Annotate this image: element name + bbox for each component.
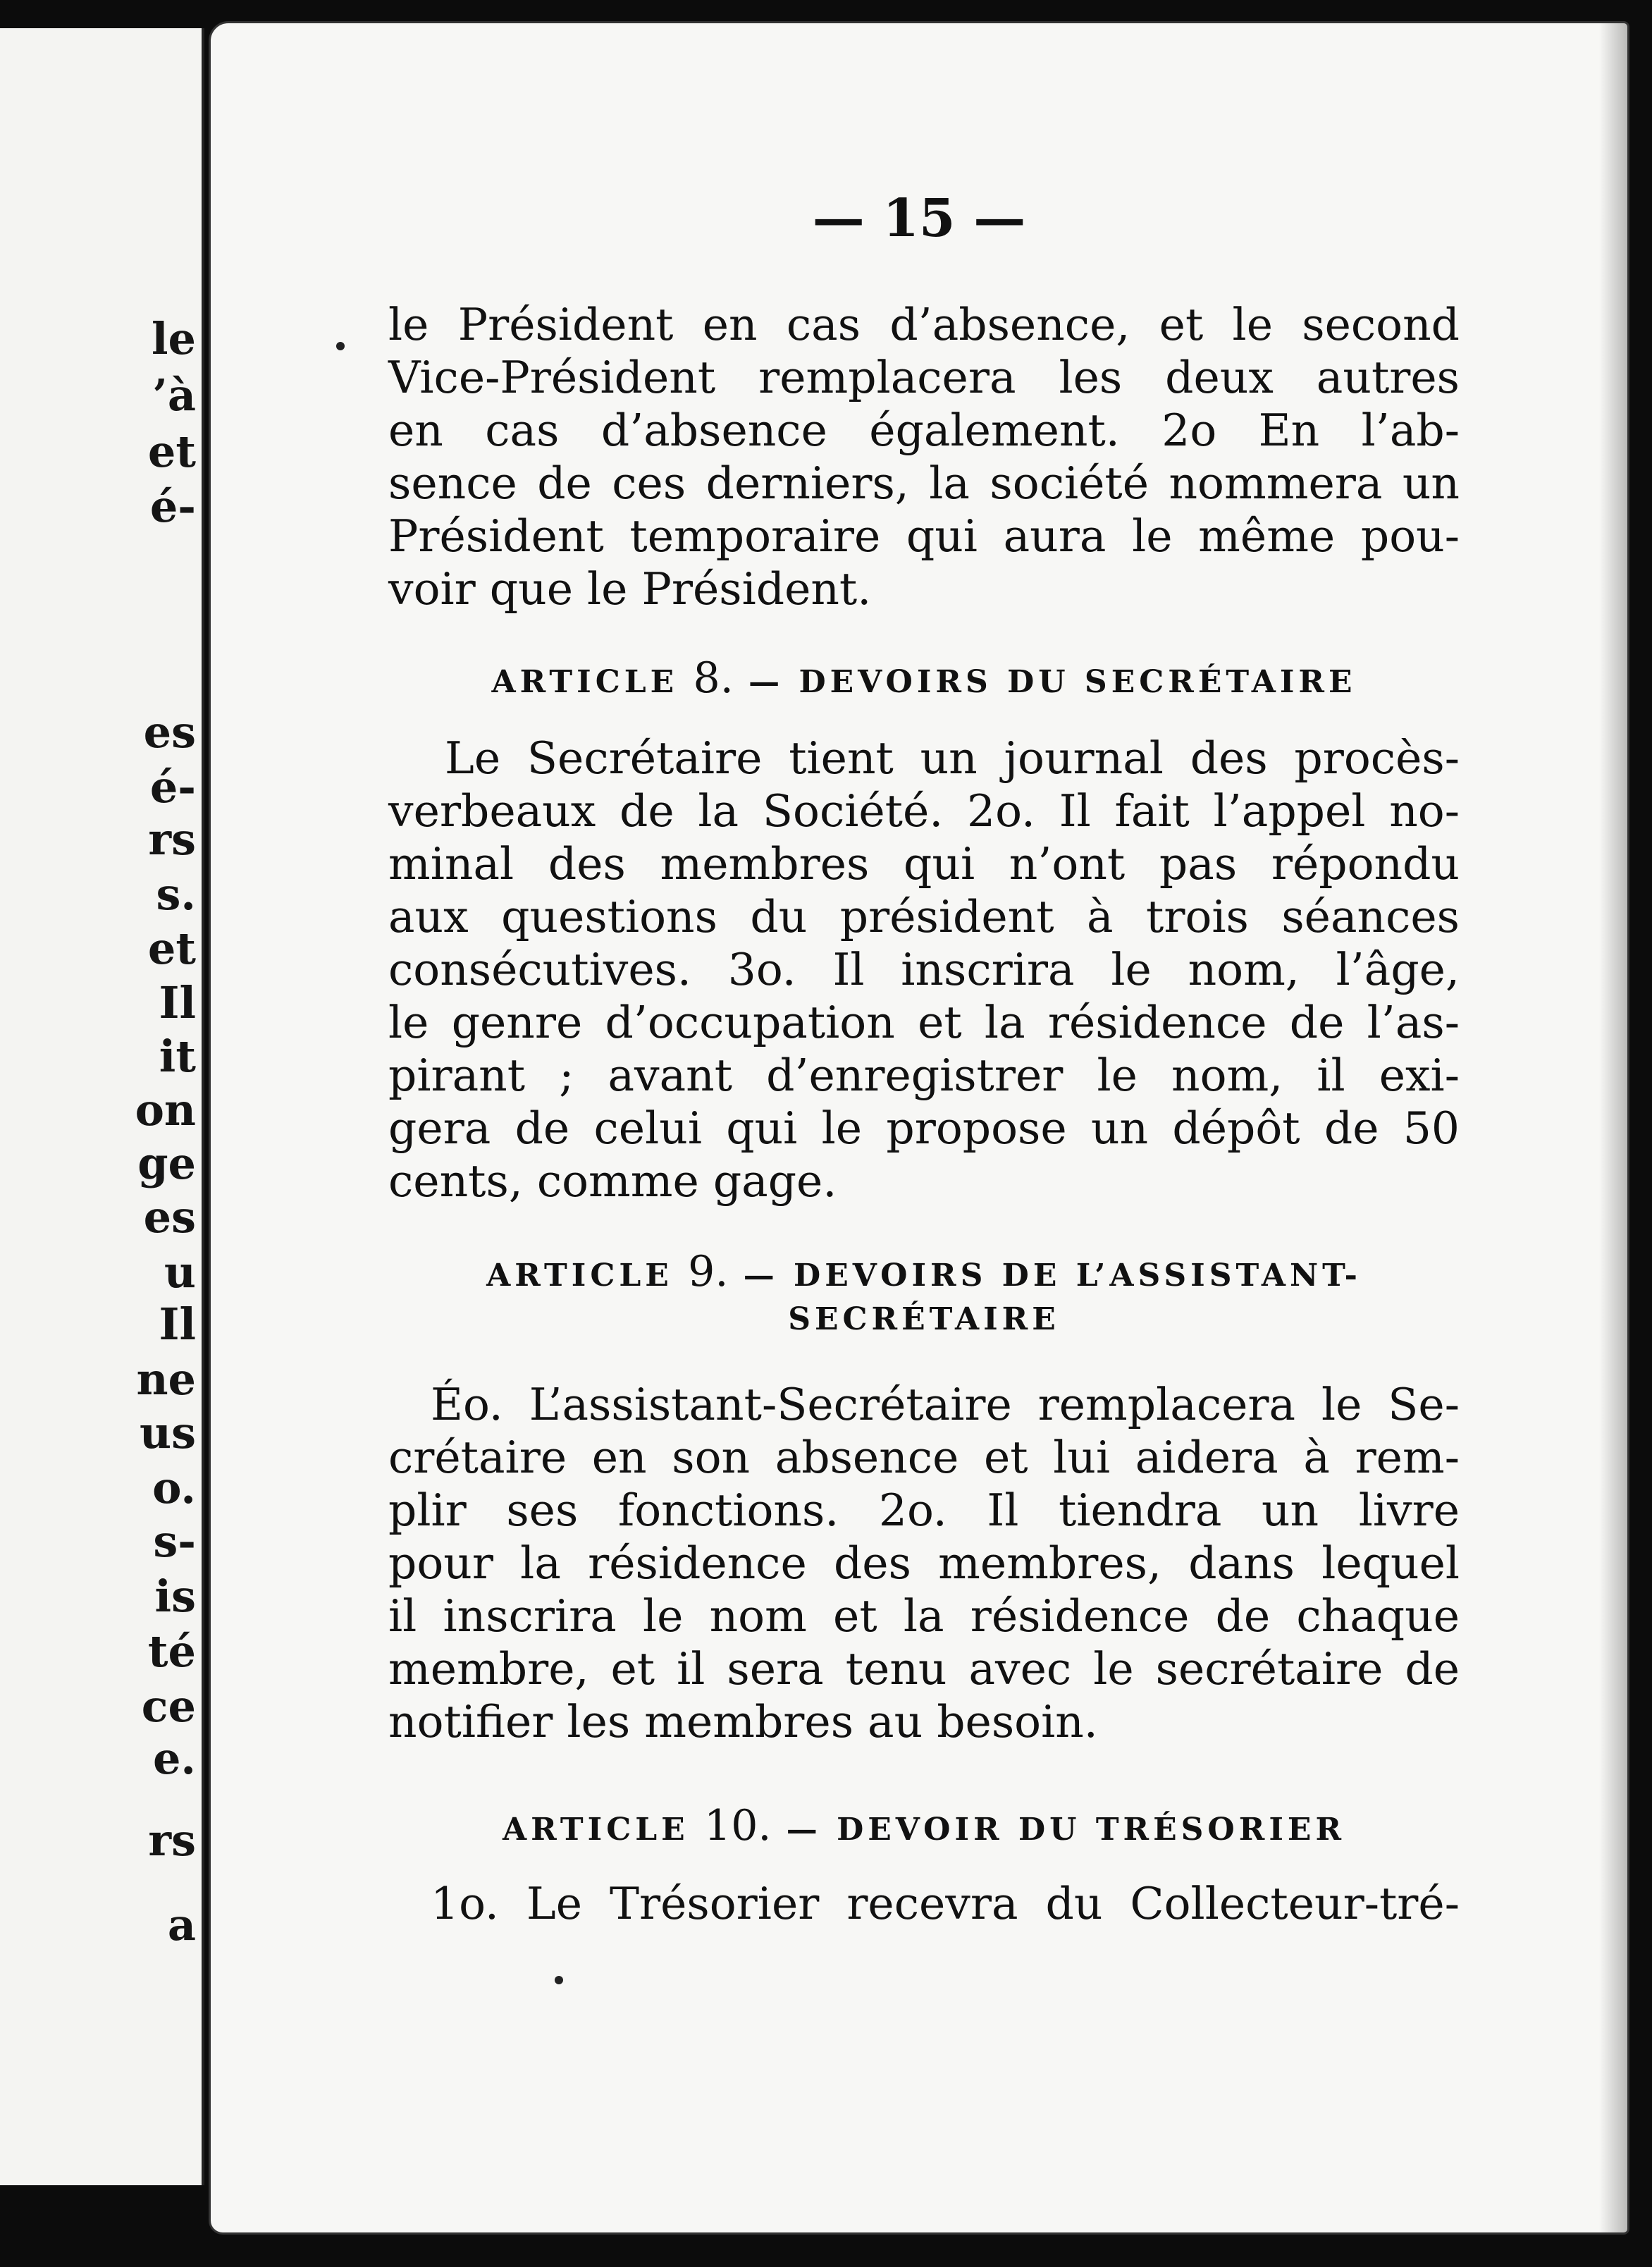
text-line: cents, comme gage. (388, 1155, 837, 1207)
article-8-heading (388, 653, 1460, 704)
left-fragment: es (143, 706, 196, 758)
text-line: il inscrira le nom et la résidence de chaque (388, 1590, 1460, 1642)
page-number: — 15 — (812, 188, 1026, 249)
text-line: pour la résidence des membres, dans lequel (388, 1537, 1460, 1589)
left-fragment: u (164, 1246, 196, 1298)
left-fragment: a (167, 1899, 196, 1950)
text-line: Président temporaire qui aura le même pou- (388, 510, 1460, 562)
article-number: 9. (688, 1247, 729, 1296)
ink-speck (555, 1976, 563, 1984)
left-fragment: rs (148, 1814, 196, 1866)
left-fragment: té (147, 1626, 196, 1677)
left-fragment: rs (148, 813, 196, 865)
left-fragment: Il (159, 977, 196, 1028)
article-10-heading (388, 1801, 1460, 1852)
paragraph-4 (388, 1877, 1460, 1930)
text-line: consécutives. 3o. Il inscrira le nom, l’âge, (388, 944, 1460, 995)
left-fragment: o. (152, 1462, 196, 1513)
article-number: 8. (693, 653, 734, 703)
text-line: Éo. L’assistant-Secrétaire remplacera le Se- (431, 1379, 1460, 1430)
article-label: ARTICLE (491, 664, 679, 700)
text-line: le genre d’occupation et la résidence de l’as- (388, 997, 1460, 1048)
page-edge-shadow (1599, 23, 1627, 2232)
text-line: 1o. Le Trésorier recevra du Collecteur-tré- (431, 1878, 1460, 1929)
article-title: — DEVOIRS DE L’ASSISTANT- (743, 1258, 1362, 1294)
article-label: ARTICLE (502, 1812, 689, 1848)
article-label: ARTICLE (486, 1258, 673, 1294)
left-fragment: Il (159, 1298, 196, 1350)
ink-speck (336, 342, 345, 350)
left-fragment: us (140, 1407, 196, 1458)
paragraph-3 (388, 1378, 1460, 1748)
paragraph-1 (388, 298, 1460, 615)
paragraph-2 (388, 732, 1460, 1208)
left-fragment: is (154, 1571, 196, 1622)
left-page-edge (0, 28, 204, 2185)
left-fragment: et (147, 923, 196, 974)
article-title-continued: SECRÉTAIRE (788, 1301, 1060, 1337)
left-fragment: s- (153, 1516, 196, 1567)
left-fragment: on (135, 1084, 196, 1136)
text-line: aux questions du président à trois séances (388, 891, 1460, 942)
left-fragment: et (147, 426, 196, 477)
left-fragment: ge (137, 1138, 196, 1189)
text-line: gera de celui qui le propose un dépôt de 50 (388, 1102, 1460, 1154)
left-fragment: it (159, 1031, 196, 1082)
left-fragment: es (143, 1191, 196, 1243)
article-title: — DEVOIR DU TRÉSORIER (786, 1812, 1346, 1848)
left-fragment: e. (152, 1733, 196, 1784)
text-line: Le Secrétaire tient un journal des procès- (445, 732, 1460, 784)
left-fragment: s. (156, 868, 196, 920)
text-line: membre, et il sera tenu avec le secrétaire de (388, 1643, 1460, 1695)
article-9-heading (388, 1247, 1460, 1341)
text-line: crétaire en son absence et lui aidera à rem- (388, 1432, 1460, 1483)
left-fragment: ce (141, 1681, 196, 1732)
left-fragment: é- (149, 761, 196, 813)
text-line: voir que le Président. (388, 563, 872, 615)
text-line: Vice-Président remplacera les deux autres (388, 352, 1460, 403)
text-line: verbeaux de la Société. 2o. Il fait l’appel no- (388, 785, 1460, 837)
article-number: 10. (704, 1801, 772, 1850)
text-line: pirant ; avant d’enregistrer le nom, il exi- (388, 1050, 1460, 1101)
left-fragment: é- (149, 481, 196, 532)
left-fragment: ’à (152, 369, 196, 421)
text-line: le Président en cas d’absence, et le second (388, 299, 1460, 350)
article-title: — DEVOIRS DU SECRÉTAIRE (748, 664, 1357, 700)
left-fragment: le (152, 313, 196, 364)
text-line: plir ses fonctions. 2o. Il tiendra un livre (388, 1485, 1460, 1536)
text-line: sence de ces derniers, la société nommera un (388, 457, 1460, 509)
left-fragment: ne (136, 1353, 196, 1405)
text-line: notifier les membres au besoin. (388, 1696, 1098, 1747)
book-page (209, 21, 1629, 2235)
text-line: minal des membres qui n’ont pas répondu (388, 838, 1460, 890)
text-line: en cas d’absence également. 2o En l’ab- (388, 405, 1460, 456)
